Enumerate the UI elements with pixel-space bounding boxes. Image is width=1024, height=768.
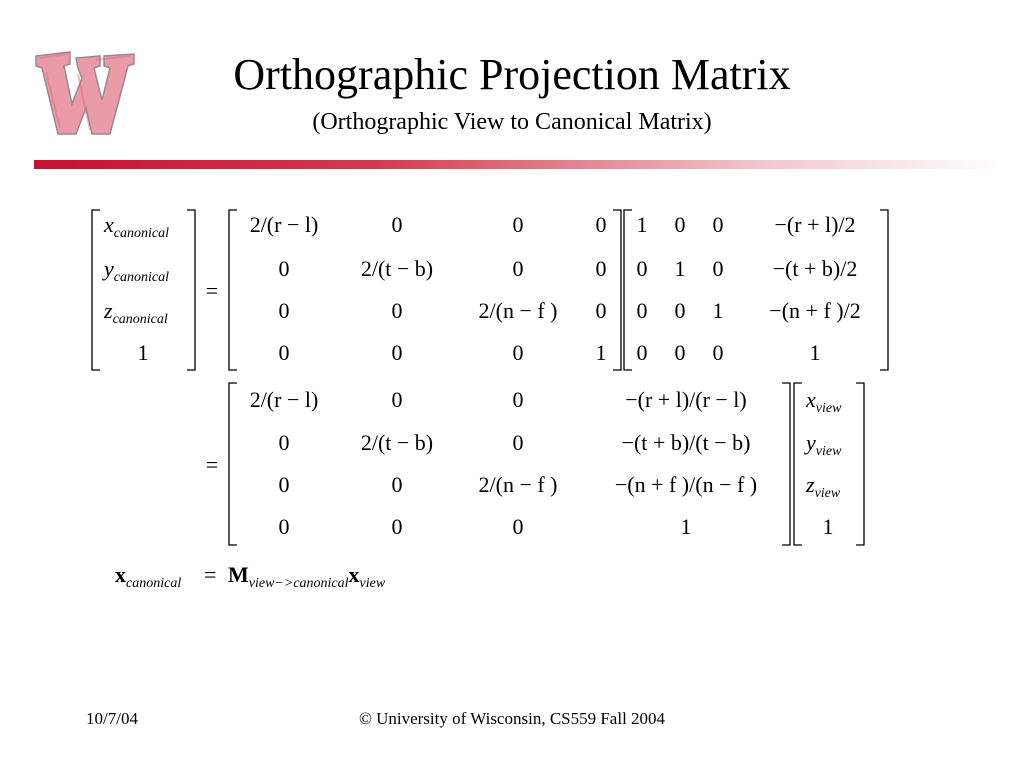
footer-copyright: © University of Wisconsin, CS559 Fall 2004 [358, 709, 666, 728]
m2-cell: 1 [712, 298, 724, 323]
m2-cell: 1 [674, 256, 686, 281]
m3-cell: −(r + l)/(r − l) [625, 387, 747, 412]
matrix-translate [637, 212, 861, 365]
m1-cell: 2/(t − b) [360, 256, 434, 281]
m3-cell: 0 [512, 514, 524, 539]
m1-cell: 1 [595, 340, 607, 365]
m2-cell: 1 [809, 340, 821, 365]
m3-cell: 2/(t − b) [360, 430, 434, 455]
m2-cell: 0 [712, 340, 724, 365]
m1-cell: 0 [512, 212, 524, 237]
m1-cell: 0 [512, 256, 524, 281]
m3-cell: 0 [512, 387, 524, 412]
m1-cell: 0 [595, 212, 607, 237]
m2-cell: 1 [636, 212, 648, 237]
m3-cell: −(t + b)/(t − b) [621, 430, 751, 455]
m2-cell: 0 [636, 298, 648, 323]
footer-date: 10/7/04 [86, 709, 138, 728]
svg-text:Mview−>canonicalxview: $M_{view->canonical}x_{view}$ [228, 562, 386, 591]
m1-cell: 0 [391, 212, 403, 237]
m2-cell: 0 [636, 256, 648, 281]
equals-sign-1: = [205, 278, 219, 303]
svg-text:1: 1 [822, 514, 834, 539]
m1-cell: 2/(n − f ) [478, 298, 558, 323]
m3-cell: 0 [391, 387, 403, 412]
m2-cell: 0 [636, 340, 648, 365]
svg-text:zview: $z_{view}$ [806, 472, 841, 501]
m2-cell: −(t + b)/2 [772, 256, 858, 281]
m1-cell: 2/(r − l) [249, 212, 319, 237]
svg-text:=: = [204, 562, 217, 587]
m2-cell: −(n + f )/2 [769, 298, 861, 323]
m2-cell: 0 [674, 340, 686, 365]
m3-cell: 0 [278, 472, 290, 497]
m1-cell: 0 [391, 298, 403, 323]
equals-sign-2: = [205, 452, 219, 477]
svg-text:yview: $y_{view}$ [806, 430, 842, 459]
svg-text:1: 1 [137, 340, 149, 365]
m1-cell: 0 [278, 340, 290, 365]
matrix-combined [250, 387, 757, 539]
matrix-scale [250, 212, 607, 365]
m3-cell: 2/(r − l) [249, 387, 319, 412]
m3-cell: 1 [680, 514, 692, 539]
m3-cell: −(n + f )/(n − f ) [614, 472, 758, 497]
view-vector [804, 387, 842, 539]
m1-cell: 0 [391, 340, 403, 365]
m1-cell: 0 [278, 256, 290, 281]
slide-title: Orthographic Projection Matrix [233, 50, 791, 99]
m2-cell: 0 [712, 256, 724, 281]
m3-cell: 0 [512, 430, 524, 455]
svg-text:xview: $x_{view}$ [806, 387, 842, 416]
m3-cell: 0 [278, 430, 290, 455]
svg-text:zcanonical: $z_{canonical}$ [104, 298, 168, 327]
m1-cell: 0 [595, 298, 607, 323]
m2-cell: 0 [712, 212, 724, 237]
slide-subtitle: (Orthographic View to Canonical Matrix) [312, 109, 712, 135]
m3-cell: 0 [278, 514, 290, 539]
svg-text:xcanonical: $x_{canonical}$ [104, 212, 169, 241]
m3-cell: 0 [391, 514, 403, 539]
lhs-vector [102, 212, 169, 365]
m1-cell: 0 [595, 256, 607, 281]
m3-cell: 0 [391, 472, 403, 497]
summary-equation [115, 562, 386, 591]
svg-text:xcanonical: $x_{canonical}$ [115, 562, 182, 591]
m1-cell: 0 [278, 298, 290, 323]
m2-cell: 0 [674, 298, 686, 323]
m3-cell: 2/(n − f ) [478, 472, 558, 497]
m2-cell: −(r + l)/2 [774, 212, 856, 237]
svg-text:ycanonical: $y_{canonical}$ [104, 256, 169, 285]
m1-cell: 0 [512, 340, 524, 365]
m2-cell: 0 [674, 212, 686, 237]
